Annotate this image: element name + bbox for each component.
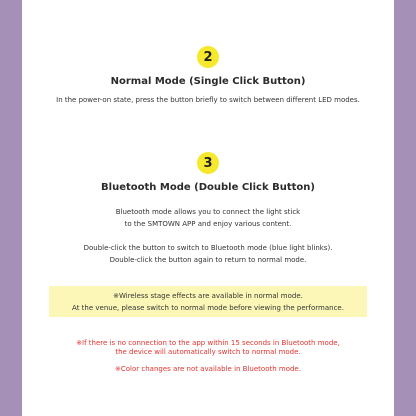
stage-effects-notice <box>49 286 367 317</box>
bluetooth-mode-description-line-2: to the SMTOWN APP and enjoy various content. <box>124 220 292 228</box>
step-3-badge: 3 <box>197 152 219 174</box>
color-change-warning: ※Color changes are not available in Bluetooth mode. <box>115 365 301 373</box>
normal-mode-description: In the power-on state, press the button briefly to switch between different LED modes. <box>56 96 360 104</box>
auto-switch-warning-line-2: the device will automatically switch to normal mode. <box>115 348 301 356</box>
instruction-panel <box>22 0 394 416</box>
bluetooth-mode-description-line-1: Bluetooth mode allows you to connect the light stick <box>115 208 301 216</box>
bluetooth-switch-instruction-line-1: Double-click the button to switch to Bluetooth mode (blue light blinks). <box>83 244 333 252</box>
bluetooth-mode-title: Bluetooth Mode (Double Click Button) <box>101 182 315 193</box>
notice-line-1: ※Wireless stage effects are available in normal mode. <box>113 291 303 300</box>
normal-mode-title: Normal Mode (Single Click Button) <box>110 76 306 87</box>
notice-line-2: At the venue, please switch to normal mode before viewing the performance. <box>72 303 344 312</box>
bluetooth-switch-instruction-line-2: Double-click the button again to return to normal mode. <box>109 256 307 264</box>
auto-switch-warning-line-1: ※If there is no connection to the app within 15 seconds in Bluetooth mode, <box>76 339 340 347</box>
step-2-badge: 2 <box>197 46 219 68</box>
